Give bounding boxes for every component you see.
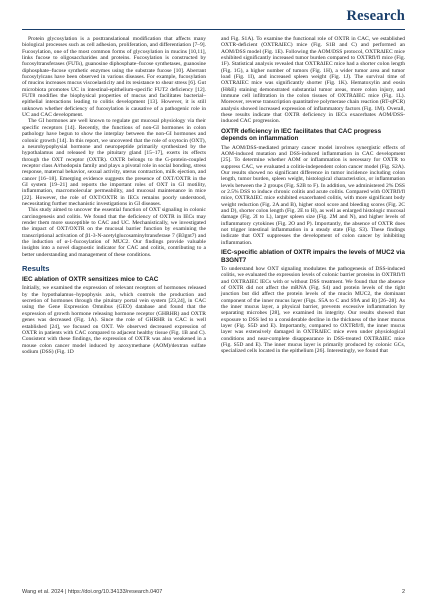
journal-name: Research — [346, 8, 405, 24]
intro-paragraph-2: The GI hormones are well known to regulate gut mucosal physiology via their specific receptors [14]. Recently, the functions of non-GI hormones in colon pathology have begun to show the interplay between the non-GI hormones and colonic growth [14]. In this report, we uncovered that the role of oxytocin (OXT), a neurohypophysial hormone and neuropeptide primarily synthesized by the hypothalamus and released by the pituitary gland [15–17], exerts its effects through the OXT receptor (OXTR). OXTR belongs to the G-protein-coupled receptor class A/rhodopsin family and plays a pivotal role in social bonding, stress response, maternal behavior, sexual activity, uterus contraction, milk ejection, and cancer [16–18]. Emerging evidence suggests the presence of OXT/OXTR in the GI system [19–21] and reports the important roles of OXT in GI motility, inflammation, macromolecular permeability, and mucosal maintenance in mice [22]. However, the role of OXT/OXTR in IECs remains poorly understood, necessitating further mechanistic investigations in GI diseases. — [22, 118, 206, 207]
subsection-heading-3: IEC-specific ablation of OXTR impairs the levels of MUC2 via B3GNT7 — [221, 249, 405, 264]
results-paragraph-4: To understand how OXT signaling modulates the pathogenesis of DSS-induced colitis, we evaluated the expression levels of colonic barrier proteins in OXTRfl/fl and OXTRΔIEC IECs with or without DSS treatment. We found that the absence of OXTR did not affect the mRNA (Fig. S4) and protein levels of the tight junction but did affect the protein levels of the mucin MUC2, the dominant component of the inner mucus layer (Figs. S5A to C and S9A and B) [26–28]. As the inner mucus layer, a physical barrier, prevents excessive inflammation by separating microbes [28], we examined its integrity. Our results showed that exposure to DSS led to a considerable decline in the thickness of the inner mucus layer (Fig. S5D and E). Importantly, compared to OXTRfl/fl, the inner mucus layer was extensively damaged in OXTRΔIEC mice even under physiological conditions and near-complete disappearance in DSS-treated OXTRΔIEC mice (Fig. S5D and E). The inner mucus layer is primarily produced by colonic GCs, specialized cells located in the epithelium [26]. Interestingly, we found that — [221, 265, 405, 355]
right-column — [221, 36, 405, 355]
header-rule — [22, 29, 405, 30]
results-heading: Results — [22, 264, 50, 274]
page-number: 2 — [401, 589, 405, 595]
subsection-heading-2: OXTR deficiency in IEC facilitates that CAC progress depends on inflammation — [221, 127, 382, 143]
intro-paragraph-1: Protein glycosylation is a posttranslational modification that affects many biological processes such as cell adhesion, proliferation, and differentiation [7–9]. Fucosylation, one of the most common forms of glycosylation in mucins [10,11], links fucose to oligosaccharides and proteins. Fucosylation is constructed by fucosyltransferases (FUTs), guanosine diphosphate–fucose synthetases, guanosine diphosphate–fucose synthetic enzymes using the substrate fucose [10]. Aberrant fucosylylcans have been observed in various diseases. For example, fucosylation of mucins increases mucus viscoelasticity and its resistance to shear stress [6]. Gut microbiota promotes UC in intestinal-epithelium-specific FUT2 deficiency [12]. FUT8 modifies the biophysical properties of mucus and facilitates bacterial–epithelial interactions leading to colitis development [13]. However, it is still unknown whether deficiency of fucosylation is causative of a pathogenic role in UC and CAC development. — [22, 36, 206, 119]
results-paragraph-1: Initially, we examined the expression of relevant receptors of hormones released by the hypothalamus–hypophysis axis, which controls the production and secretion of hormones through the pituitary portal vein system [23,24], in CAC using the Gene Expression Omnibus (GEO) database and found that the expression of growth hormone releasing hormone receptor (GHRHR) and OXTR genes was decreased (Fig. 1A). Since the role of GHRHR in CAC is well established [24], we focused on OXT. We observed decreased expression of OXTR in patients with CAC compared to adjacent healthy tissue (Fig. 1B and C). Consistent with these findings, the expression of OXTR was also weakened in a mouse colon cancer model induced by azoxymethane (AOM)/dextran sulfate sodium (DSS) (Fig. 1D — [22, 285, 206, 355]
results-paragraph-2: and Fig. S1A). To examine the functional role of OXTR in CAC, we established OXTR-deficient (OXTRΔIEC) mice (Fig. S1B and C) and performed an AOM/DSS model (Fig. 1E). Following the AOM/DSS protocol, OXTRΔIEC mice exhibited significantly increased tumor burden compared to OXTRfl/fl mice (Fig. 1F). Statistical analysis revealed that OXTRΔIEC mice had a shorter colon length (Fig. 1G), a higher number of tumors (Fig. 1H), a wider tumor area and tumor load (Fig. 1I), and increased spleen weight (Fig. 1J). The survival time of OXTRΔIEC mice was significantly shorter (Fig. 1K). Hematoxylin and eosin (H&E) staining demonstrated substantial tumor areas, more colon injury, and immune cell infiltration in the colon tissues of OXTRΔIEC mice (Fig. 1L). Moreover, reverse transcription quantitative polymerase chain reaction (RT-qPCR) analysis showed increased expression of inflammatory factors (Fig. 1M). Overall, these results indicate that OXTR deficiency in IECs exacerbates AOM/DSS-induced CAC progression. — [221, 36, 405, 125]
subsection-heading-1: IEC ablation of OXTR sensitizes mice to CAC — [22, 276, 159, 284]
results-paragraph-3: The AOM/DSS-mediated primary cancer model involves synergistic effects of AOM-induced mutation and DSS-induced inflammation in CAC development [25]. To determine whether AOM or inflammation is necessary for OXTR to suppress CAC, we evaluated a colitis-independent colon cancer model (Fig. S2A). Our results showed no significant difference in tumor incidence including colon length, tumor burden, spleen weight, histological characteristics, or inflammation levels between the 2 groups (Fig. S2B to F). In addition, we administered 2% DSS or 2.5% DSS to induce chronic colitis and acute colitis. Compared with OXTRfl/fl mice, OXTRΔIEC mice exhibited exacerbated colitis, with more significant body weight reduction (Fig. 2A and B), higher stool score and bleeding scores (Fig. 2C and D), shorter colon length (Fig. 2E to H), as well as enlarged histologic mucosal damage (Fig. 2I to L), larger spleen size (Fig. 2M and N), and higher levels of inflammatory cytokines (Fig. 2O and P). Importantly, the absence of OXTR does not trigger intestinal inflammation in a steady state (Fig. S3). These findings indicate that OXT suppresses the development of colon cancer by inhibiting inflammation. — [221, 144, 405, 246]
citation-line[interactable]: Wang et al. 2024 | https://doi.org/10.34133/research.0407 — [22, 589, 163, 595]
intro-paragraph-3: This study aimed to uncover the essential function of OXT signaling in colonic carcinogenesis and colitis. We found that the deficiency of OXTR in IECs may render them more susceptible to CAC and UC. Mechanistically, we investigated the impact of OXT/OXTR on the mucosal barrier function by examining the transcriptional activation of β1-3-N-acetylglucosaminyltransferase 7 (B3gnt7) and the induction of α-1-fucosylation of MUC2. Our findings provide valuable insights into a novel diagnostic indicator for CAC and colitis, contributing to a better understanding and management of these conditions. — [22, 207, 206, 258]
left-column — [22, 36, 206, 355]
